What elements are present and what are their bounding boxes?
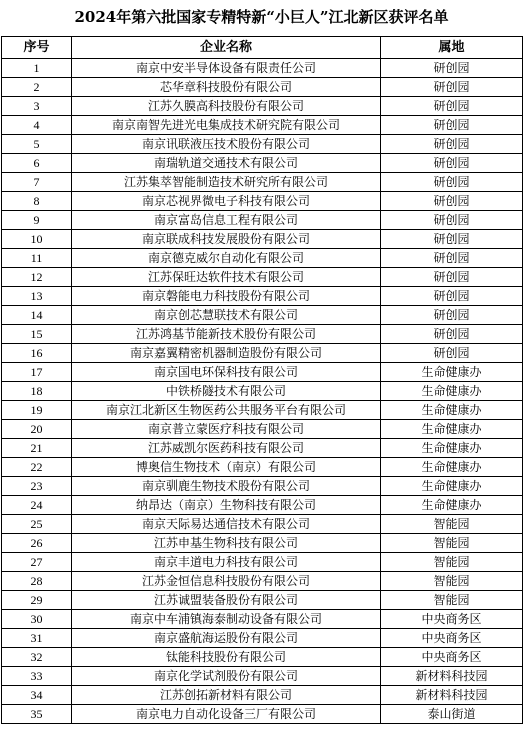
row-company: 江苏集萃智能制造技术研究所有限公司 bbox=[72, 173, 381, 192]
table-row bbox=[2, 78, 523, 97]
row-number: 6 bbox=[2, 154, 72, 173]
table-row bbox=[2, 325, 523, 344]
table-row bbox=[2, 553, 523, 572]
table-row bbox=[2, 515, 523, 534]
table-row bbox=[2, 287, 523, 306]
row-location: 生命健康办 bbox=[381, 496, 523, 515]
row-company: 南京电力自动化设备三厂有限公司 bbox=[72, 705, 381, 724]
row-location: 生命健康办 bbox=[381, 458, 523, 477]
table-row bbox=[2, 154, 523, 173]
table-row bbox=[2, 667, 523, 686]
table-header-row bbox=[2, 37, 523, 59]
row-number: 27 bbox=[2, 553, 72, 572]
table-row bbox=[2, 477, 523, 496]
row-location: 研创园 bbox=[381, 268, 523, 287]
row-location: 中央商务区 bbox=[381, 648, 523, 667]
row-company: 芯华章科技股份有限公司 bbox=[72, 78, 381, 97]
row-company: 南京嘉翼精密机器制造股份有限公司 bbox=[72, 344, 381, 363]
table-row bbox=[2, 572, 523, 591]
table-row bbox=[2, 591, 523, 610]
row-location: 研创园 bbox=[381, 287, 523, 306]
row-location: 生命健康办 bbox=[381, 477, 523, 496]
row-number: 3 bbox=[2, 97, 72, 116]
row-number: 12 bbox=[2, 268, 72, 287]
row-company: 南京德克威尔自动化有限公司 bbox=[72, 249, 381, 268]
row-company: 南京中安半导体设备有限责任公司 bbox=[72, 59, 381, 78]
row-location: 研创园 bbox=[381, 78, 523, 97]
row-location: 研创园 bbox=[381, 325, 523, 344]
row-company: 江苏创拓新材料有限公司 bbox=[72, 686, 381, 705]
table-row bbox=[2, 211, 523, 230]
table-row bbox=[2, 686, 523, 705]
table-row bbox=[2, 306, 523, 325]
row-company: 江苏久膜高科技股份有限公司 bbox=[72, 97, 381, 116]
row-location: 研创园 bbox=[381, 59, 523, 78]
header-no: 序号 bbox=[2, 37, 72, 59]
table-row bbox=[2, 135, 523, 154]
table-row bbox=[2, 648, 523, 667]
row-number: 26 bbox=[2, 534, 72, 553]
row-company: 南京磐能电力科技股份有限公司 bbox=[72, 287, 381, 306]
row-number: 4 bbox=[2, 116, 72, 135]
row-number: 24 bbox=[2, 496, 72, 515]
row-company: 南京盛航海运股份有限公司 bbox=[72, 629, 381, 648]
row-number: 9 bbox=[2, 211, 72, 230]
table-row bbox=[2, 230, 523, 249]
row-company: 江苏威凯尔医药科技有限公司 bbox=[72, 439, 381, 458]
table-row bbox=[2, 382, 523, 401]
row-company: 南京驯鹿生物技术股份有限公司 bbox=[72, 477, 381, 496]
table-row bbox=[2, 173, 523, 192]
row-company: 江苏申基生物科技有限公司 bbox=[72, 534, 381, 553]
table-row bbox=[2, 534, 523, 553]
table-row bbox=[2, 192, 523, 211]
row-number: 25 bbox=[2, 515, 72, 534]
table-row bbox=[2, 268, 523, 287]
row-number: 18 bbox=[2, 382, 72, 401]
table-row bbox=[2, 116, 523, 135]
table-row bbox=[2, 705, 523, 724]
row-number: 13 bbox=[2, 287, 72, 306]
row-location: 研创园 bbox=[381, 344, 523, 363]
table-row bbox=[2, 420, 523, 439]
row-location: 智能园 bbox=[381, 572, 523, 591]
row-location: 生命健康办 bbox=[381, 401, 523, 420]
row-company: 南京化学试剂股份有限公司 bbox=[72, 667, 381, 686]
row-location: 研创园 bbox=[381, 135, 523, 154]
row-location: 研创园 bbox=[381, 211, 523, 230]
row-company: 江苏金恒信息科技股份有限公司 bbox=[72, 572, 381, 591]
row-location: 智能园 bbox=[381, 591, 523, 610]
row-company: 南京富岛信息工程有限公司 bbox=[72, 211, 381, 230]
row-number: 31 bbox=[2, 629, 72, 648]
row-location: 中央商务区 bbox=[381, 629, 523, 648]
row-number: 15 bbox=[2, 325, 72, 344]
row-company: 江苏保旺达软件技术有限公司 bbox=[72, 268, 381, 287]
row-number: 16 bbox=[2, 344, 72, 363]
table-row bbox=[2, 97, 523, 116]
row-company: 南京南智先进光电集成技术研究院有限公司 bbox=[72, 116, 381, 135]
row-company: 南京创芯慧联技术有限公司 bbox=[72, 306, 381, 325]
row-number: 23 bbox=[2, 477, 72, 496]
row-number: 22 bbox=[2, 458, 72, 477]
header-location: 属地 bbox=[381, 37, 523, 59]
row-number: 20 bbox=[2, 420, 72, 439]
row-number: 5 bbox=[2, 135, 72, 154]
row-number: 1 bbox=[2, 59, 72, 78]
row-location: 研创园 bbox=[381, 306, 523, 325]
row-number: 7 bbox=[2, 173, 72, 192]
row-number: 34 bbox=[2, 686, 72, 705]
row-company: 江苏诚盟装备股份有限公司 bbox=[72, 591, 381, 610]
row-company: 博奥信生物技术（南京）有限公司 bbox=[72, 458, 381, 477]
row-location: 研创园 bbox=[381, 173, 523, 192]
row-company: 南京芯视界微电子科技有限公司 bbox=[72, 192, 381, 211]
row-location: 中央商务区 bbox=[381, 610, 523, 629]
row-location: 泰山街道 bbox=[381, 705, 523, 724]
row-location: 智能园 bbox=[381, 515, 523, 534]
row-number: 29 bbox=[2, 591, 72, 610]
row-company: 南京联成科技发展股份有限公司 bbox=[72, 230, 381, 249]
row-location: 研创园 bbox=[381, 97, 523, 116]
table-body bbox=[2, 59, 523, 724]
table-row bbox=[2, 59, 523, 78]
row-number: 21 bbox=[2, 439, 72, 458]
table-row bbox=[2, 439, 523, 458]
row-number: 19 bbox=[2, 401, 72, 420]
row-location: 生命健康办 bbox=[381, 420, 523, 439]
header-company: 企业名称 bbox=[72, 37, 381, 59]
row-location: 研创园 bbox=[381, 116, 523, 135]
row-location: 生命健康办 bbox=[381, 363, 523, 382]
row-number: 11 bbox=[2, 249, 72, 268]
row-number: 28 bbox=[2, 572, 72, 591]
row-location: 生命健康办 bbox=[381, 439, 523, 458]
row-company: 钛能科技股份有限公司 bbox=[72, 648, 381, 667]
row-company: 中铁桥隧技术有限公司 bbox=[72, 382, 381, 401]
row-location: 生命健康办 bbox=[381, 382, 523, 401]
row-number: 32 bbox=[2, 648, 72, 667]
row-number: 10 bbox=[2, 230, 72, 249]
table-row bbox=[2, 610, 523, 629]
row-number: 35 bbox=[2, 705, 72, 724]
row-company: 纳昂达（南京）生物科技有限公司 bbox=[72, 496, 381, 515]
company-table bbox=[1, 36, 523, 724]
row-company: 江苏鸿基节能新技术股份有限公司 bbox=[72, 325, 381, 344]
row-company: 南京普立蒙医疗科技有限公司 bbox=[72, 420, 381, 439]
row-company: 南京天际易达通信技术有限公司 bbox=[72, 515, 381, 534]
row-company: 南瑞轨道交通技术有限公司 bbox=[72, 154, 381, 173]
table-row bbox=[2, 496, 523, 515]
page-title: 2024年第六批国家专精特新“小巨人”江北新区获评名单 bbox=[74, 8, 449, 26]
row-location: 新材料科技园 bbox=[381, 667, 523, 686]
row-location: 智能园 bbox=[381, 553, 523, 572]
row-number: 33 bbox=[2, 667, 72, 686]
row-company: 南京讯联液压技术股份有限公司 bbox=[72, 135, 381, 154]
row-company: 南京江北新区生物医药公共服务平台有限公司 bbox=[72, 401, 381, 420]
table-row bbox=[2, 458, 523, 477]
row-location: 研创园 bbox=[381, 249, 523, 268]
row-company: 南京国电环保科技有限公司 bbox=[72, 363, 381, 382]
row-number: 2 bbox=[2, 78, 72, 97]
row-number: 14 bbox=[2, 306, 72, 325]
row-location: 研创园 bbox=[381, 154, 523, 173]
row-location: 研创园 bbox=[381, 230, 523, 249]
table-row bbox=[2, 629, 523, 648]
table-row bbox=[2, 401, 523, 420]
row-location: 研创园 bbox=[381, 192, 523, 211]
row-company: 南京丰道电力科技有限公司 bbox=[72, 553, 381, 572]
row-location: 智能园 bbox=[381, 534, 523, 553]
table-row bbox=[2, 249, 523, 268]
row-location: 新材料科技园 bbox=[381, 686, 523, 705]
table-row bbox=[2, 363, 523, 382]
row-company: 南京中车浦镇海泰制动设备有限公司 bbox=[72, 610, 381, 629]
table-row bbox=[2, 344, 523, 363]
row-number: 8 bbox=[2, 192, 72, 211]
row-number: 17 bbox=[2, 363, 72, 382]
row-number: 30 bbox=[2, 610, 72, 629]
